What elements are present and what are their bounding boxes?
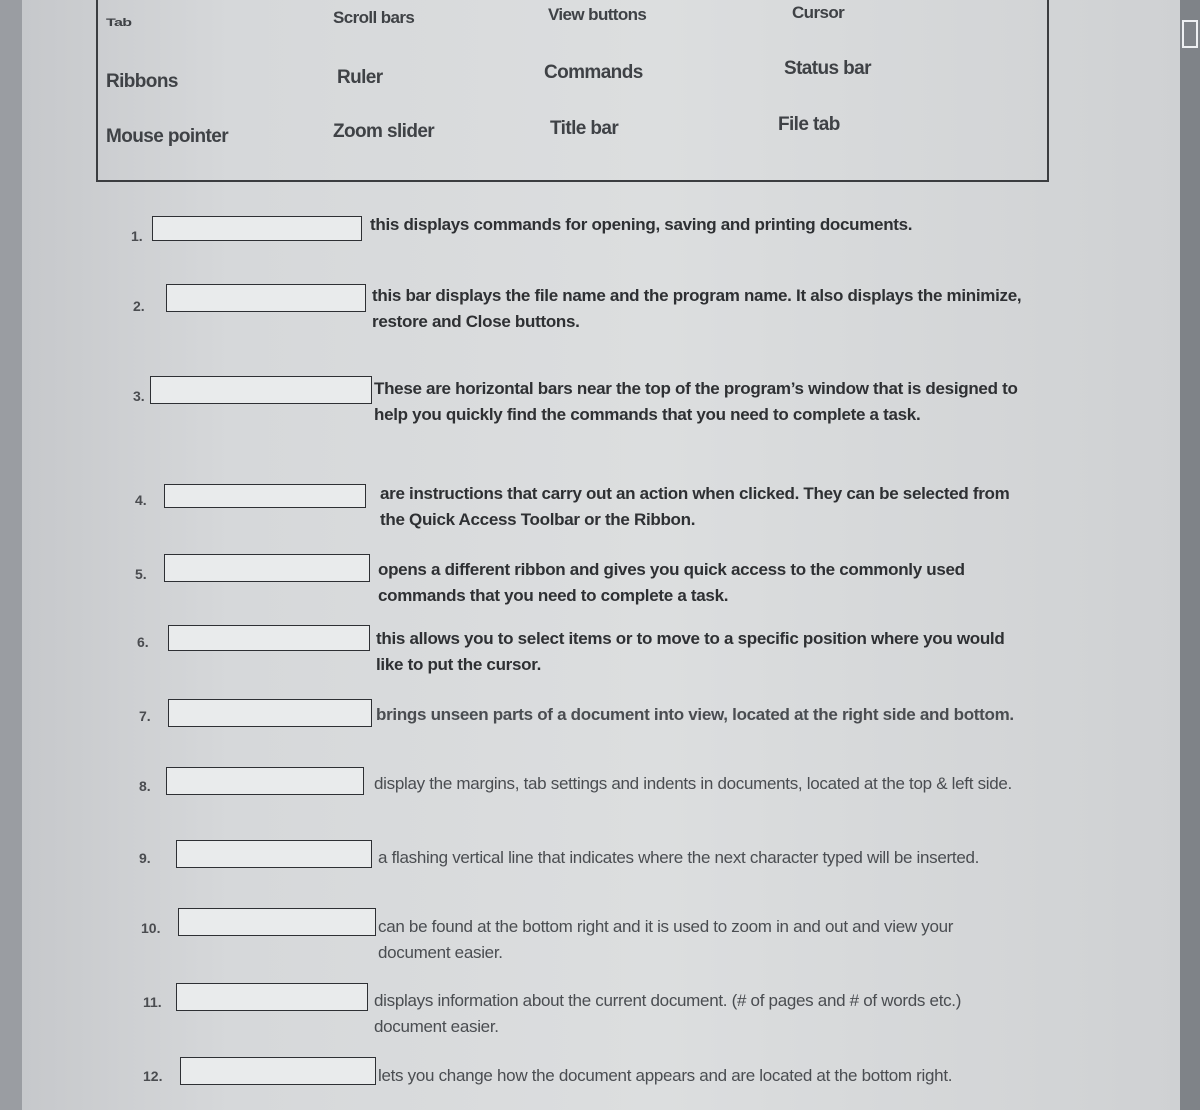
definition-3: These are horizontal bars near the top of the program’s window that is designed to help you quickly find the commands that you need to complete a task. xyxy=(374,379,1018,424)
answer-box-2[interactable] xyxy=(166,284,366,312)
question-number: 11. xyxy=(143,994,162,1010)
definition-10: can be found at the bottom right and it is used to zoom in and out and view your document easier. xyxy=(378,917,954,962)
question-number: 10. xyxy=(141,920,161,936)
definition-7: brings unseen parts of a document into view, located at the right side and bottom. xyxy=(376,705,1014,724)
question-number: 8. xyxy=(139,778,151,794)
definition-5: opens a different ribbon and gives you quick access to the commonly used commands that you need to complete a task. xyxy=(378,560,965,605)
word-bank-box xyxy=(96,0,1049,182)
definition-2: this bar displays the file name and the program name. It also displays the minimize, restore and Close buttons. xyxy=(372,286,1022,331)
answer-box-1[interactable] xyxy=(152,216,362,241)
question-number: 3. xyxy=(133,388,145,404)
definition-11: displays information about the current document. (# of pages and # of words etc.) document easier. xyxy=(374,991,962,1036)
term-status-bar: Status bar xyxy=(784,58,871,79)
definition-12: lets you change how the document appears and are located at the bottom right. xyxy=(378,1066,953,1085)
definition-8: display the margins, tab settings and indents in documents, located at the top & left side. xyxy=(374,774,1012,793)
term-tab: Tab xyxy=(106,16,132,29)
term-scroll-bars: Scroll bars xyxy=(333,8,415,27)
question-number: 12. xyxy=(143,1068,163,1084)
question-number: 4. xyxy=(135,492,147,508)
screen-edge xyxy=(1180,0,1200,1110)
question-number: 5. xyxy=(135,566,147,582)
term-commands: Commands xyxy=(544,62,643,83)
question-number: 1. xyxy=(131,228,143,244)
edge-tab-icon xyxy=(1182,20,1198,48)
answer-box-9[interactable] xyxy=(176,840,372,868)
question-number: 6. xyxy=(137,634,149,650)
answer-box-7[interactable] xyxy=(168,699,372,727)
answer-box-5[interactable] xyxy=(164,554,370,582)
term-view-buttons: View buttons xyxy=(548,5,647,24)
question-number: 7. xyxy=(139,708,151,724)
answer-box-12[interactable] xyxy=(180,1057,376,1085)
term-zoom-slider: Zoom slider xyxy=(333,121,435,142)
definition-1: this displays commands for opening, saving and printing documents. xyxy=(370,215,913,234)
answer-box-8[interactable] xyxy=(166,767,364,795)
answer-box-6[interactable] xyxy=(168,625,370,651)
term-cursor: Cursor xyxy=(792,3,845,22)
term-ribbons: Ribbons xyxy=(106,71,178,92)
definition-9: a flashing vertical line that indicates where the next character typed will be inserted. xyxy=(378,848,980,867)
definition-4: are instructions that carry out an action when clicked. They can be selected from the Quick Access Toolbar or the Ribbon. xyxy=(380,484,1010,529)
definition-6: this allows you to select items or to move to a specific position where you would like to put the cursor. xyxy=(376,629,1005,674)
term-title-bar: Title bar xyxy=(550,118,619,139)
term-ruler: Ruler xyxy=(337,67,383,88)
answer-box-3[interactable] xyxy=(150,376,372,404)
question-number: 2. xyxy=(133,298,145,314)
answer-box-11[interactable] xyxy=(176,983,368,1011)
term-mouse-pointer: Mouse pointer xyxy=(106,126,229,147)
question-number: 9. xyxy=(139,850,151,866)
answer-box-10[interactable] xyxy=(178,908,376,936)
answer-box-4[interactable] xyxy=(164,484,366,508)
term-file-tab: File tab xyxy=(778,114,840,135)
